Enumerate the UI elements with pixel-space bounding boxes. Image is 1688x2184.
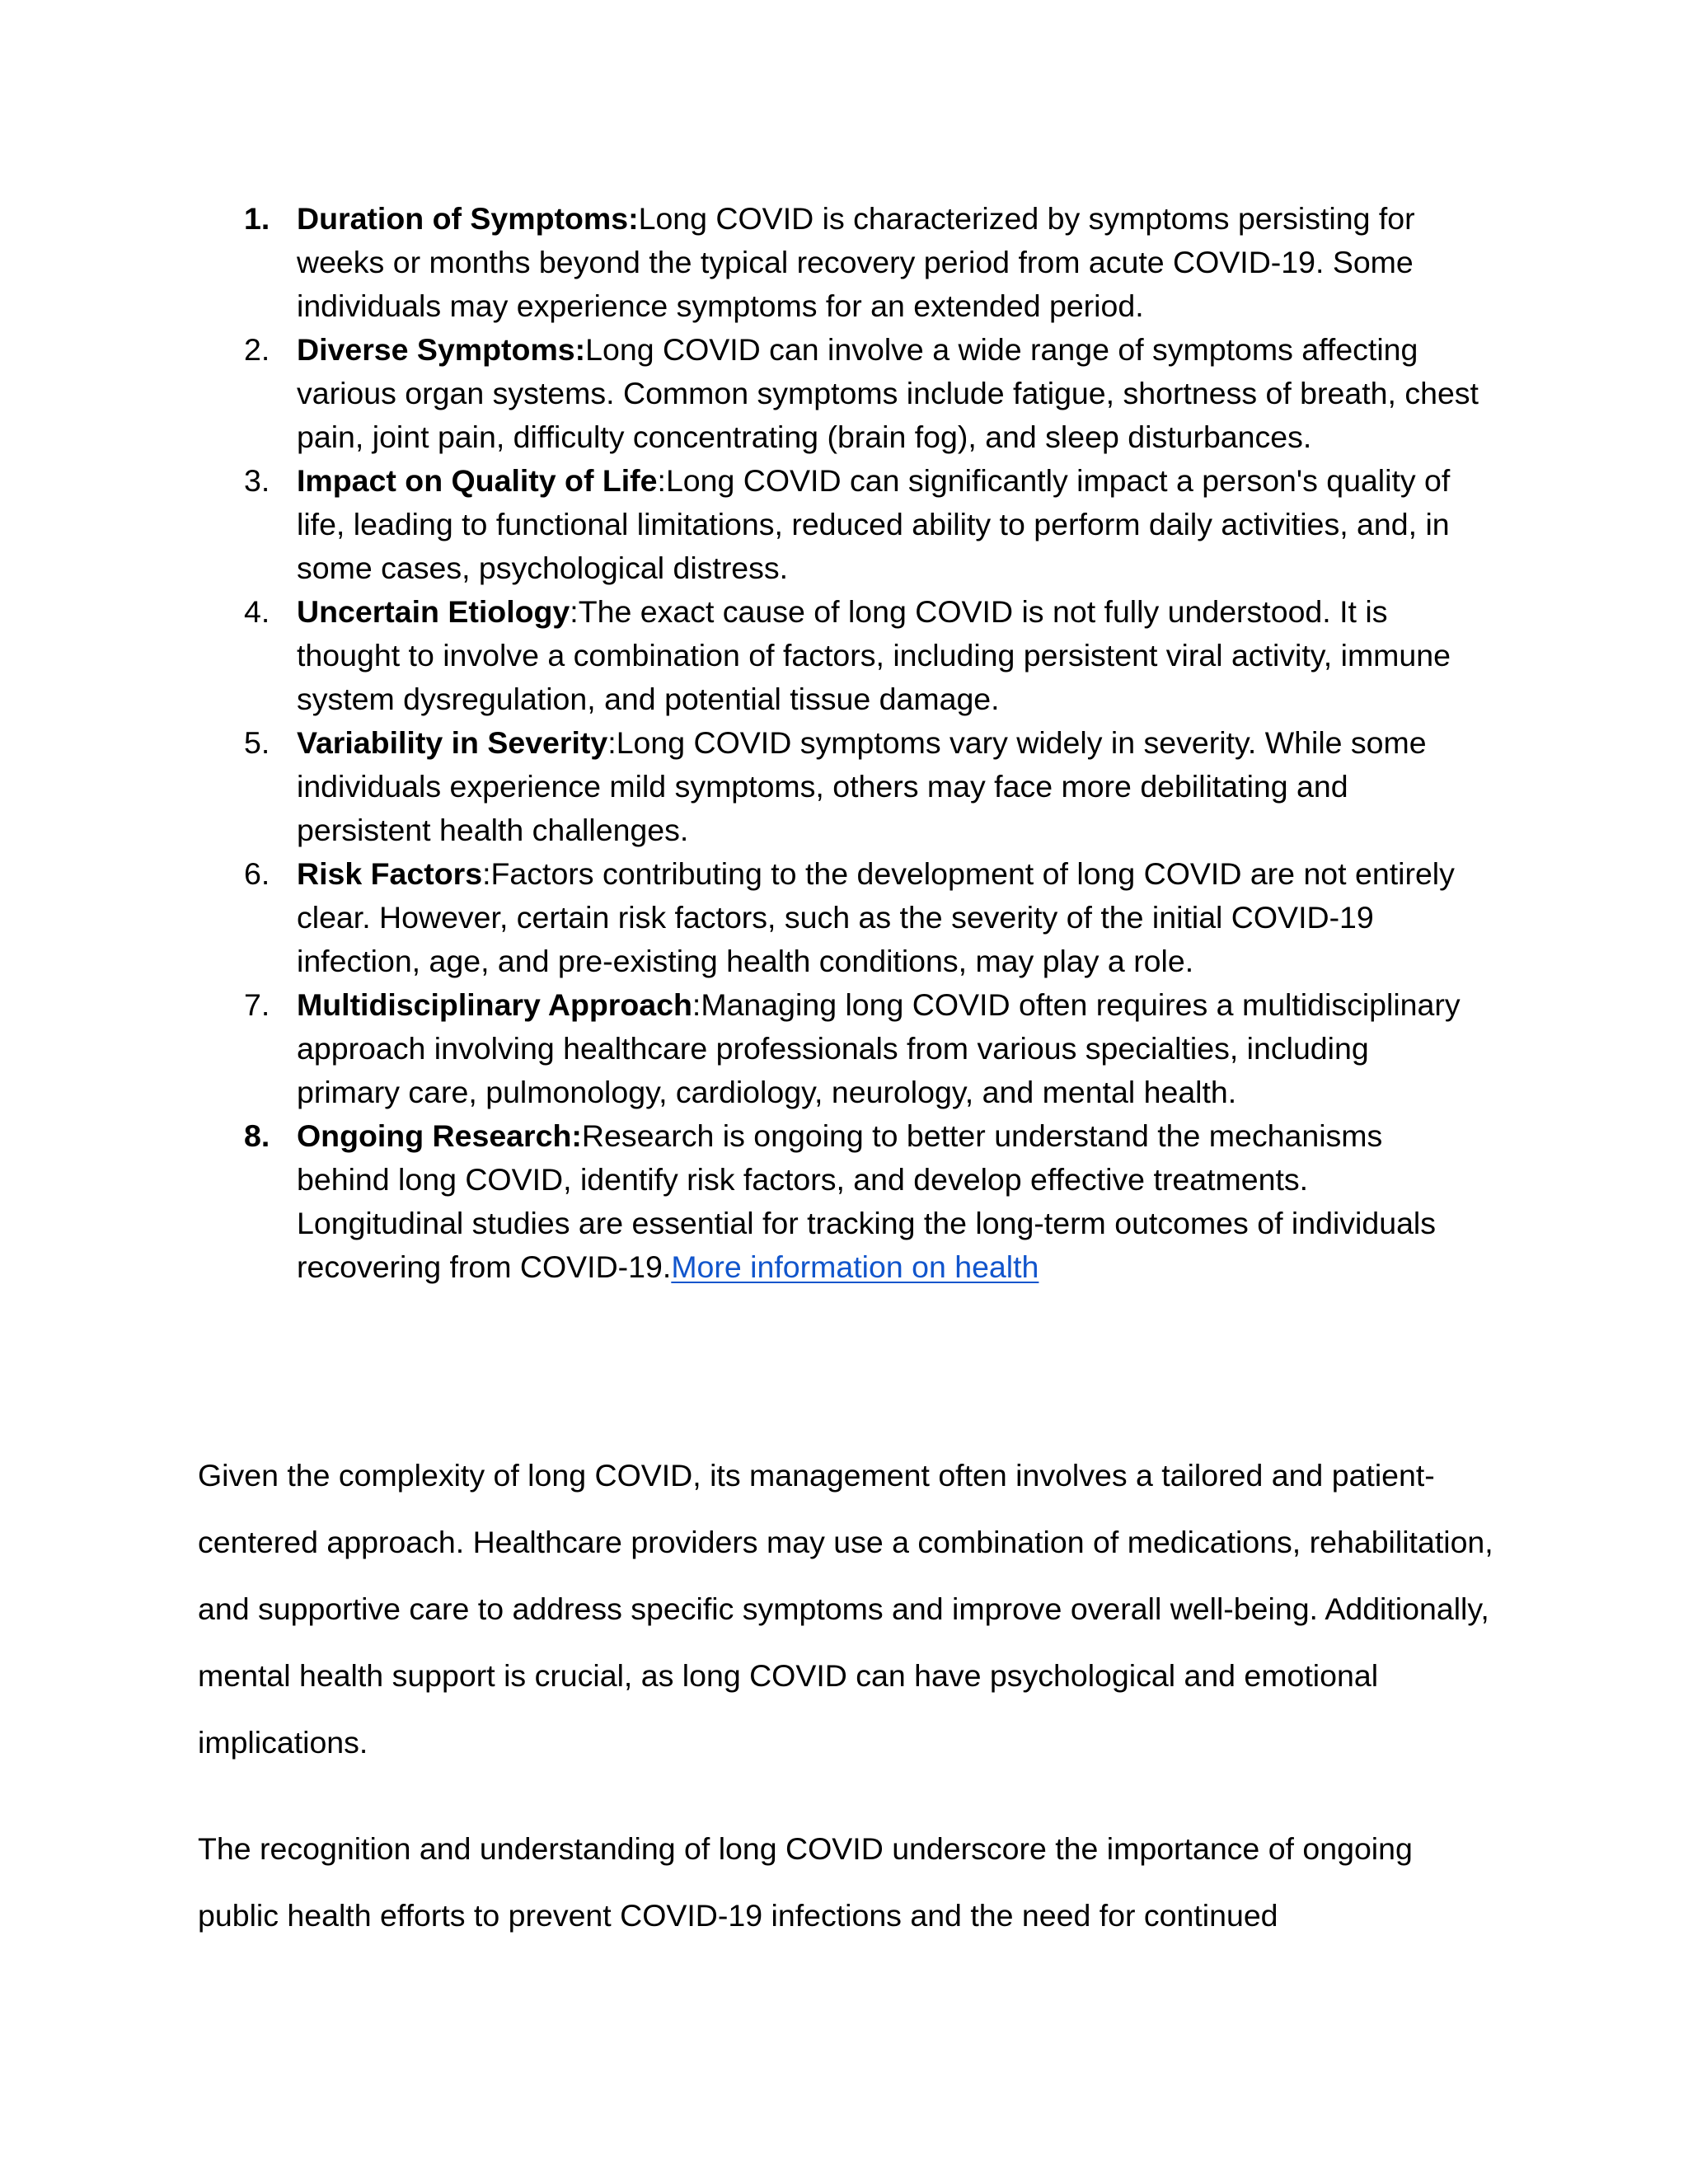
- list-text: Long COVID is characterized by symptoms persisting for weeks or months beyond the typical recovery period from acute COVID-19. Some individuals may experience symptoms for an extended period.: [297, 201, 1415, 323]
- list-number: 3.: [244, 463, 270, 498]
- list-item: [244, 1114, 1480, 1289]
- list-term: Uncertain Etiology: [297, 594, 570, 629]
- list-term: Risk Factors: [297, 856, 483, 891]
- body-paragraph-management: Given the complexity of long COVID, its management often involves a tailored and patient-centered approach. Healthcare providers may use a combination of medications, rehabilitation, and supportive care to address specific symptoms and improve overall well-being. Additionally, mental health support is crucial, as long COVID can have psychological and emotional implications.: [198, 1458, 1493, 1760]
- list-item: [244, 721, 1480, 852]
- list-number: 6.: [244, 856, 270, 891]
- list-number: 8.: [244, 1118, 270, 1153]
- list-text: :The exact cause of long COVID is not fully understood. It is thought to involve a combination of factors, including persistent viral activity, immune system dysregulation, and potential tissue damage.: [297, 594, 1451, 716]
- list-text: :Managing long COVID often requires a multidisciplinary approach involving healthcare professionals from various specialties, including primary care, pulmonology, cardiology, neurology, and mental health.: [297, 987, 1461, 1109]
- numbered-list: [244, 197, 1480, 1289]
- list-item: [244, 983, 1480, 1114]
- list-text: :Long COVID can significantly impact a person's quality of life, leading to functional limitations, reduced ability to perform daily activities, and, in some cases, psychological distress.: [297, 463, 1451, 585]
- list-item: [244, 590, 1480, 721]
- list-number: 4.: [244, 594, 270, 629]
- list-number: 2.: [244, 332, 270, 367]
- list-text: Research is ongoing to better understand the mechanisms behind long COVID, identify risk factors, and develop effective treatments. Longitudinal studies are essential for tracking the long-term outcomes of individuals recovering from COVID-19.: [297, 1118, 1437, 1284]
- list-text: :Long COVID symptoms vary widely in severity. While some individuals experience mild symptoms, others may face more debilitating and persistent health challenges.: [297, 725, 1427, 847]
- list-term: Ongoing Research:: [297, 1118, 582, 1153]
- list-number: 1.: [244, 201, 270, 236]
- list-number: 5.: [244, 725, 270, 760]
- list-text: Long COVID can involve a wide range of symptoms affecting various organ systems. Common symptoms include fatigue, shortness of breath, chest pain, joint pain, difficulty concentrating (brain fog), and sleep disturbances.: [297, 332, 1479, 454]
- list-text: :Factors contributing to the development of long COVID are not entirely clear. However, certain risk factors, such as the severity of the initial COVID-19 infection, age, and pre-existing health conditions, may play a role.: [297, 856, 1455, 978]
- list-term: Diverse Symptoms:: [297, 332, 586, 367]
- list-term: Variability in Severity: [297, 725, 608, 760]
- list-item: [244, 459, 1480, 590]
- list-number: 7.: [244, 987, 270, 1022]
- more-information-link[interactable]: More information on health: [671, 1249, 1039, 1284]
- list-term: Impact on Quality of Life: [297, 463, 658, 498]
- body-paragraph-recognition: The recognition and understanding of long COVID underscore the importance of ongoing public health efforts to prevent COVID-19 infections and the need for continued: [198, 1831, 1413, 1933]
- list-item: [244, 852, 1480, 983]
- list-item: [244, 328, 1480, 459]
- list-term: Duration of Symptoms:: [297, 201, 639, 236]
- list-term: Multidisciplinary Approach: [297, 987, 692, 1022]
- list-item: [244, 197, 1480, 328]
